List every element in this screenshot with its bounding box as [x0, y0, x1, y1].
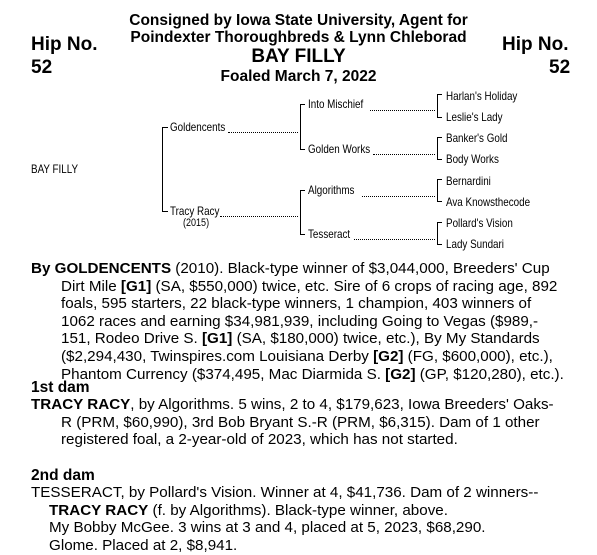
pedigree-gen3: Ava Knowsthecode [446, 195, 531, 209]
first-dam-text: R (PRM, $60,990), 3rd Bob Bryant S.-R (PRM, $6,315). Dam of 1 other [61, 413, 540, 431]
sire-text: Phantom Currency ($374,495, Mac Diarmida S. [61, 365, 386, 383]
first-dam-name: TRACY RACY [31, 396, 131, 413]
bracket-line [437, 137, 442, 138]
hip-label-right: Hip No. [502, 34, 569, 55]
bracket-line [437, 201, 442, 202]
pedigree-dam-sire: Algorithms [308, 183, 355, 197]
dotted-leader [370, 110, 435, 111]
bracket-line [300, 234, 305, 235]
foaled-date: Foaled March 7, 2022 [220, 68, 377, 85]
pedigree-dam: Tracy Racy [170, 204, 220, 218]
bracket-line [437, 94, 442, 95]
pedigree-sire: Goldencents [170, 120, 226, 134]
grade-badge: [G1] [120, 277, 152, 295]
bracket-line [162, 127, 163, 211]
bracket-line [437, 137, 438, 159]
dotted-leader [228, 132, 298, 133]
produce-name: TRACY RACY [49, 501, 149, 519]
pedigree-gen3: Body Works [446, 152, 499, 166]
dotted-leader [362, 196, 435, 197]
grade-badge: [G2] [373, 347, 404, 365]
pedigree-sire-dam: Golden Works [308, 142, 371, 156]
pedigree-gen3: Pollard's Vision [446, 216, 513, 230]
first-dam-text: registered foal, a 2-year-old of 2023, which has not started. [61, 431, 458, 449]
bracket-line [437, 222, 438, 244]
sire-text: (SA, $180,000) twice, etc.), By My Standards [232, 330, 540, 348]
bracket-line [437, 179, 442, 180]
pedigree-dam-year: (2015) [183, 217, 210, 229]
second-dam-text: Glome. Placed at 2, $8,941. [49, 536, 238, 554]
hip-number-right: 52 [549, 57, 571, 78]
sire-text: (GP, $120,280), etc.). [415, 365, 564, 383]
bracket-line [437, 94, 438, 117]
second-dam-text: My Bobby McGee. 3 wins at 3 and 4, placed at 5, 2023, $68,290. [49, 519, 486, 537]
pedigree-gen3: Leslie's Lady [446, 110, 503, 124]
bracket-line [437, 117, 442, 118]
bracket-line [437, 244, 442, 245]
grade-badge: [G1] [201, 330, 233, 348]
second-dam-paragraph [31, 484, 586, 554]
dotted-leader [354, 239, 435, 240]
first-dam-paragraph [31, 396, 586, 449]
hip-number-left: 52 [31, 57, 53, 78]
sire-text: Dirt Mile [61, 277, 121, 295]
sire-text: 151, Rodeo Drive S. [61, 330, 202, 348]
second-dam-heading: 2nd dam [31, 467, 95, 484]
bracket-line [300, 149, 305, 150]
pedigree-gen3: Bernardini [446, 174, 491, 188]
sire-text: (SA, $550,000) twice, etc. Sire of 6 crops of racing age, 892 [151, 277, 558, 295]
pedigree-sire-sire: Into Mischief [308, 97, 364, 111]
sire-text: 1062 races and earning $34,981,939, including Going to Vegas ($989,- [61, 312, 539, 330]
horse-name: BAY FILLY [251, 46, 346, 67]
first-dam-heading: 1st dam [31, 379, 90, 396]
consignor-line-1: Consigned by Iowa State University, Agent for [129, 12, 468, 29]
pedigree-dam-dam: Tesseract [308, 227, 351, 241]
hip-label-left: Hip No. [31, 34, 98, 55]
dotted-leader [373, 154, 435, 155]
first-dam-text: , by Algorithms. 5 wins, 2 to 4, $179,623, Iowa Breeders' Oaks- [130, 396, 554, 413]
sire-text: (2010). Black-type winner of $3,044,000, Breeders' Cup [171, 260, 550, 277]
bracket-line [162, 127, 168, 128]
pedigree-gen3: Harlan's Holiday [446, 89, 518, 103]
sire-paragraph [31, 260, 586, 383]
sire-text: ($2,294,430, Twinspires.com Louisiana Derby [61, 347, 374, 365]
sire-text: (FG, $600,000), etc.), [403, 347, 553, 365]
grade-badge: [G2] [385, 365, 416, 383]
bracket-line [300, 104, 305, 105]
pedigree-subject: BAY FILLY [31, 162, 79, 176]
bracket-line [300, 190, 305, 191]
dotted-leader [220, 216, 298, 217]
sire-text: foals, 595 starters, 22 black-type winners, 1 champion, 403 winners of [61, 295, 532, 313]
bracket-line [437, 159, 442, 160]
second-dam-text: TESSERACT, by Pollard's Vision. Winner at 4, $41,736. Dam of 2 winners-- [31, 484, 539, 501]
bracket-line [300, 104, 301, 149]
consignor-line-2: Poindexter Thoroughbreds & Lynn Chleborad [130, 29, 467, 46]
bracket-line [437, 222, 442, 223]
second-dam-text: (f. by Algorithms). Black-type winner, above. [148, 501, 448, 519]
bracket-line [437, 179, 438, 201]
pedigree-gen3: Lady Sundari [446, 237, 504, 251]
bracket-line [162, 211, 168, 212]
pedigree-gen3: Banker's Gold [446, 131, 508, 145]
sire-name: By GOLDENCENTS [31, 260, 172, 277]
bracket-line [300, 190, 301, 234]
